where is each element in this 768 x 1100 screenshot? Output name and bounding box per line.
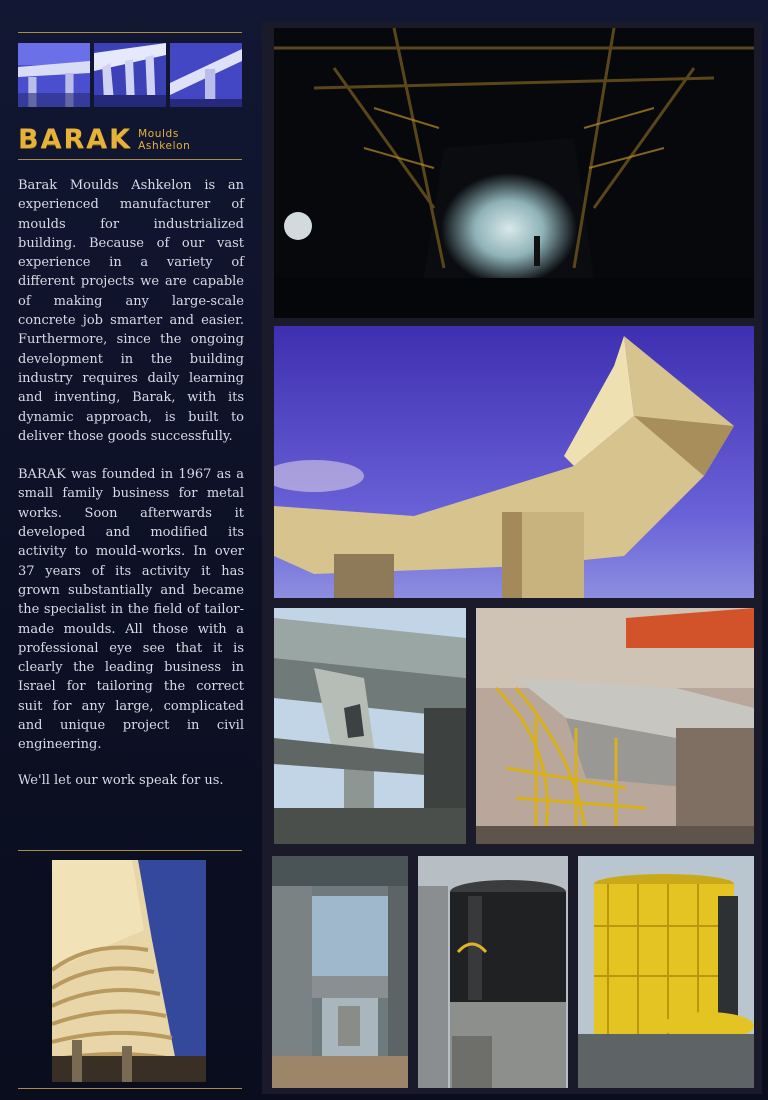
thumbnail-bridge-3 xyxy=(170,43,242,107)
photo-bridge-underside xyxy=(52,860,206,1082)
photo-highway-viaduct xyxy=(274,608,466,844)
top-rule xyxy=(18,32,242,33)
photo-concrete-pier xyxy=(274,326,754,598)
header-thumbnails xyxy=(18,43,242,107)
brand-subtitle xyxy=(138,128,190,152)
thumbnail-bridge-2 xyxy=(94,43,166,107)
body-text xyxy=(18,176,244,755)
tagline: We'll let our work speak for us. xyxy=(18,772,224,788)
brand-name: BARAK xyxy=(18,124,133,155)
photo-tunnel-formwork xyxy=(274,28,754,318)
paragraph-history: BARAK was founded in 1967 as a small family business for metal works. Soon afterwards it developed and modified its activity to mould-works. In over 37 years of its activity it has grown substantially and became the specialist in the field of tailor-made moulds. All those with a professional eye see that it is clearly the leading business in Israel for tailoring the correct suit for any large, complicated and unique project in civil engineering. xyxy=(18,467,244,753)
photo-yellow-cylinder-mould xyxy=(578,856,754,1088)
left-column xyxy=(18,32,242,788)
bottom-rule-lower xyxy=(18,1088,242,1089)
brand-rule xyxy=(18,159,242,160)
brand-sub-line2: Ashkelon xyxy=(138,140,191,152)
photo-concrete-frame xyxy=(272,856,408,1088)
photo-formwork-scaffold xyxy=(476,608,754,844)
brand-sub-line1: Moulds xyxy=(138,128,179,140)
thumbnail-bridge-1 xyxy=(18,43,90,107)
paragraph-intro: Barak Moulds Ashkelon is an experienced manufacturer of moulds for industrialized building. Because of our vast experience in a variety of different projects we are capable of making any large-scale concrete job smarter and easier. Furthermore, since the ongoing development in the building industry requires daily learning and inventing, Barak, with its dynamic approach, is built to deliver those goods successfully. xyxy=(18,178,244,444)
bottom-rule-upper xyxy=(18,850,242,851)
photo-black-cylinder-mould xyxy=(418,856,568,1088)
brand-logo xyxy=(18,119,242,153)
